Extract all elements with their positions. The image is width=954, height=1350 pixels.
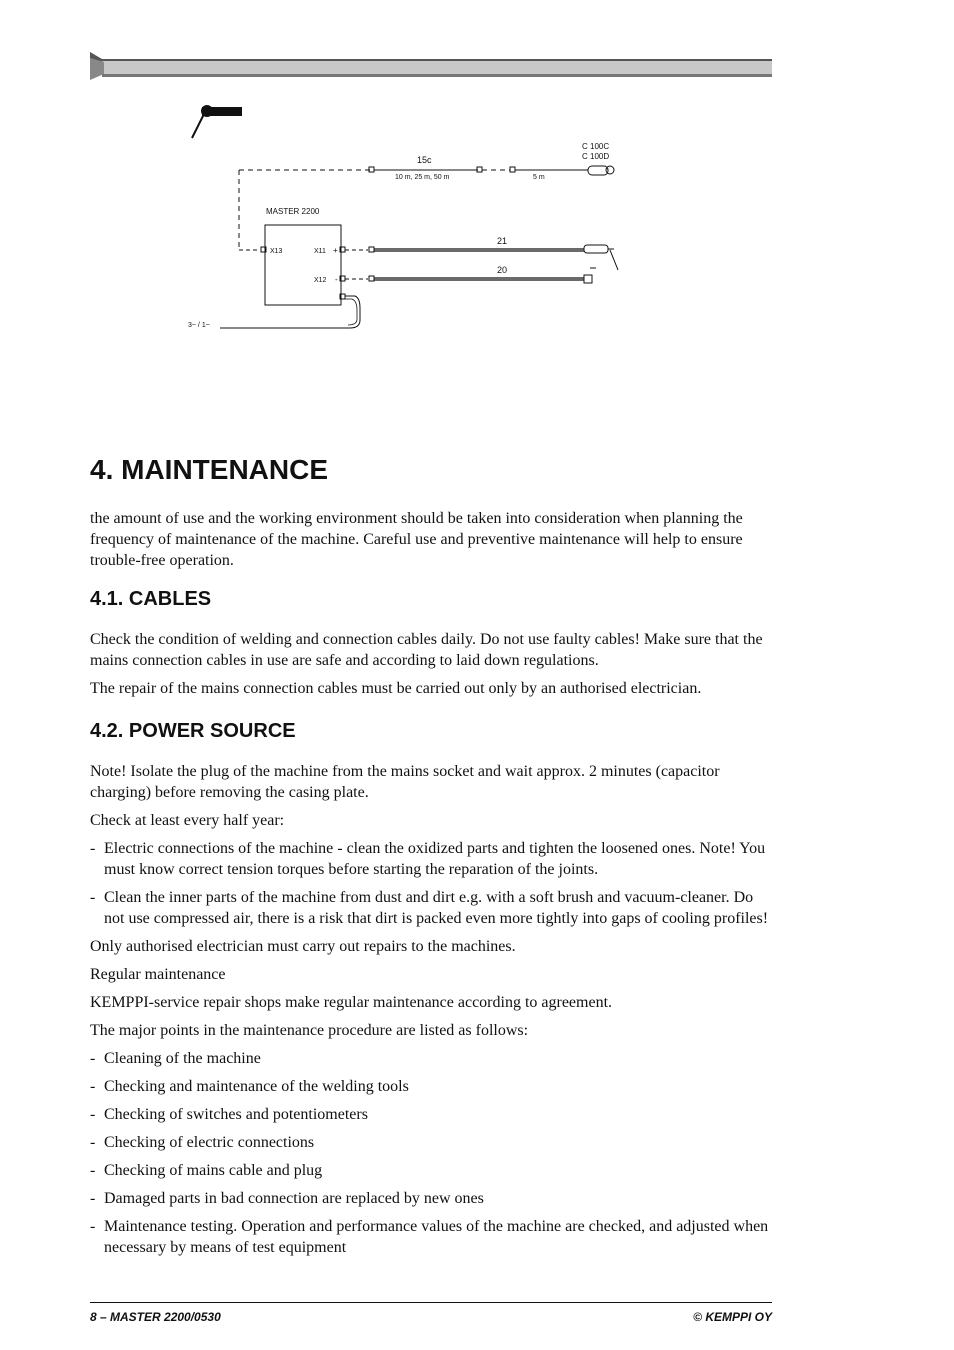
- major-points-intro: The major points in the maintenance procedure are listed as follows:: [90, 1022, 529, 1039]
- list-item: - Maintenance testing. Operation and performance values of the machine are checked, and adjusted when necessary by means of test equipment: [90, 1216, 774, 1258]
- power-note: Note! Isolate the plug of the machine from the mains socket and wait approx. 2 minutes (capacitor charging) before removing the casing plate.: [90, 763, 720, 801]
- x12-label: X12: [314, 277, 327, 284]
- page-title: 4. MAINTENANCE: [90, 454, 329, 485]
- cable-15c-label: 15c: [417, 155, 432, 165]
- extension-length-label: 5 m: [533, 174, 545, 181]
- cables-paragraph-2: The repair of the mains connection cables must be carried out only by an authorised electrician.: [90, 680, 702, 697]
- list-item: - Electric connections of the machine - clean the oxidized parts and tighten the loosened ones. Note! You must know correct tension torques before starting the reparation of the joints.: [90, 838, 774, 880]
- cable-lengths-label: 10 m, 25 m, 50 m: [395, 174, 450, 181]
- cable-20-label: 20: [497, 265, 508, 275]
- cables-paragraph-1: Check the condition of welding and connection cables daily. Do not use faulty cables! Make sure that the mains connection cables in use are safe and according to laid down regulations.: [90, 631, 763, 669]
- regular-maintenance-label: Regular maintenance: [90, 966, 226, 983]
- power-check-intro: Check at least every half year:: [90, 812, 285, 829]
- intro-paragraph: the amount of use and the working environment should be taken into consideration when planning the frequency of maintenance of the machine. Careful use and preventive maintenance will help to ensure trouble-free operation.: [90, 510, 743, 569]
- cable-21-label: 21: [497, 236, 508, 246]
- list-item: - Checking and maintenance of the welding tools: [90, 1076, 774, 1097]
- footer-copyright: © KEMPPI OY: [693, 1310, 772, 1324]
- x11-label: X11: [314, 248, 326, 255]
- x13-label: X13: [270, 248, 283, 255]
- list-item: - Damaged parts in bad connection are replaced by new ones: [90, 1188, 774, 1209]
- mains-label: 3~ / 1~: [188, 322, 210, 329]
- list-item: - Checking of electric connections: [90, 1132, 774, 1153]
- plus-label: +: [333, 246, 338, 255]
- authorised-paragraph: Only authorised electrician must carry out repairs to the machines.: [90, 938, 516, 955]
- page-footer: [90, 1310, 772, 1324]
- service-paragraph: KEMPPI-service repair shops make regular maintenance according to agreement.: [90, 994, 613, 1011]
- list-item: - Cleaning of the machine: [90, 1048, 774, 1069]
- half-year-checklist: [90, 838, 774, 929]
- minus-label: -: [335, 275, 338, 284]
- remote-c100c-label: C 100C: [582, 142, 610, 151]
- wiring-diagram: [180, 98, 640, 338]
- list-item: - Checking of mains cable and plug: [90, 1160, 774, 1181]
- list-item: - Checking of switches and potentiometers: [90, 1104, 774, 1125]
- footer-page-ref: 8 – MASTER 2200/0530: [90, 1310, 221, 1324]
- remote-c100d-label: C 100D: [582, 152, 610, 161]
- maintenance-points-list: [90, 1048, 774, 1258]
- torch-icon: [192, 105, 242, 138]
- header-bar: [90, 52, 772, 82]
- cables-heading: 4.1. CABLES: [90, 588, 212, 610]
- unit-label: MASTER 2200: [266, 207, 320, 216]
- power-source-heading: 4.2. POWER SOURCE: [90, 720, 296, 742]
- list-item: - Clean the inner parts of the machine from dust and dirt e.g. with a soft brush and vacuum-cleaner. Do not use compressed air, there is a risk that dirt is packed even more tightly into gaps of cooling profiles!: [90, 887, 774, 929]
- footer-rule: [90, 1302, 772, 1303]
- page-content: [90, 452, 774, 1265]
